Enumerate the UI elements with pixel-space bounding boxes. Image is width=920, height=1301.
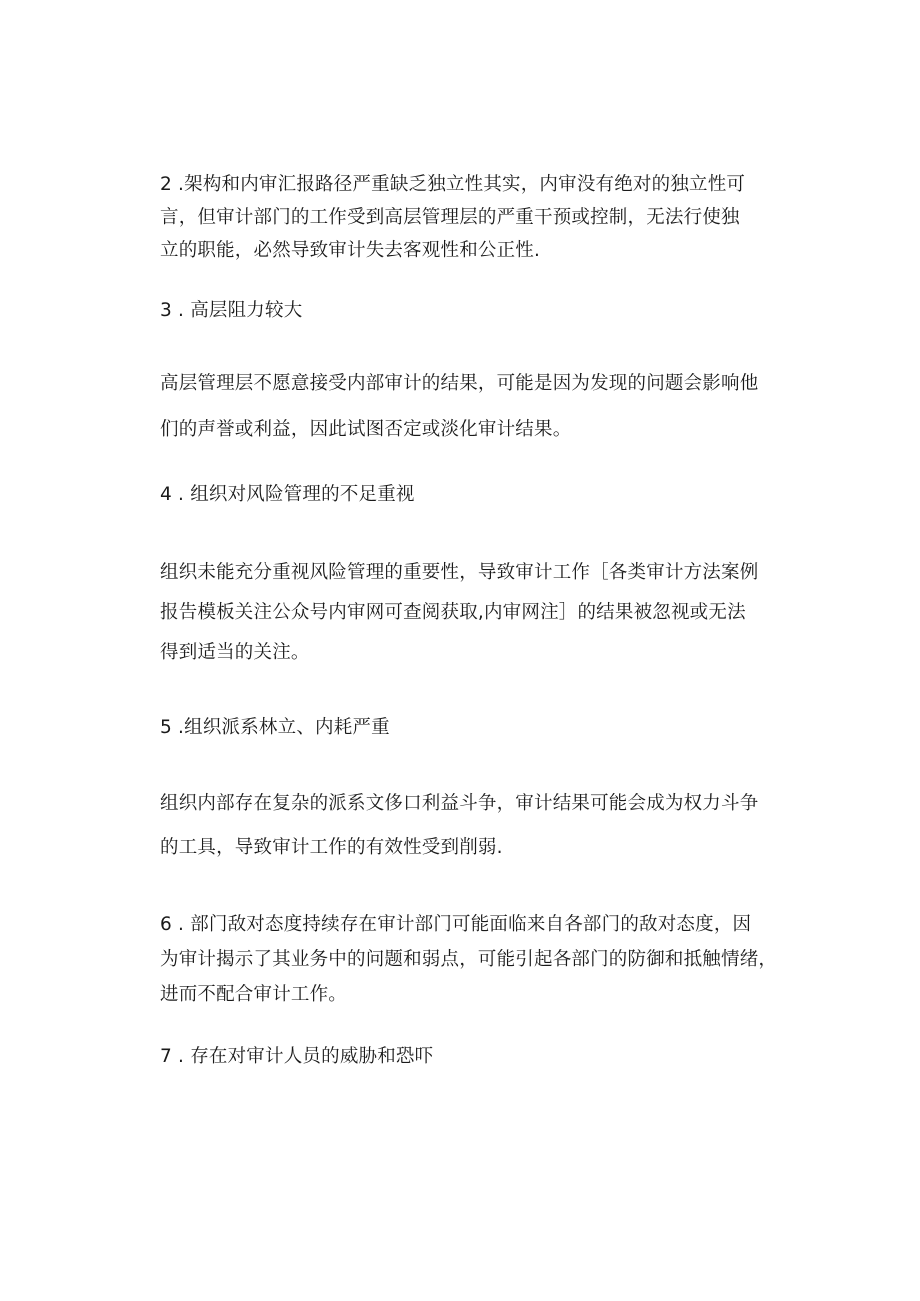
- section-6-line-3: 进而不配合审计工作。: [160, 984, 348, 1005]
- section-4-paragraph: [160, 556, 760, 676]
- section-3-heading: [160, 296, 760, 326]
- section-5-line-1: 组织内部存在复杂的派系文侈口利益斗争，审计结果可能会成为权力斗争: [160, 793, 759, 814]
- section-4-line-3: 得到适当的关注。: [160, 642, 310, 663]
- section-2-paragraph: [160, 168, 760, 267]
- section-4-line-1: 组织未能充分重视风险管理的重要性，导致审计工作［各类审计方法案例: [160, 562, 759, 583]
- section-7-heading-text: 7 . 存在对审计人员的威胁和恐吓: [160, 1046, 434, 1067]
- section-2-line-1: 2 .架构和内审汇报路径严重缺乏独立性其实，内审没有绝对的独立性可: [160, 174, 746, 195]
- section-4-heading: [160, 480, 760, 510]
- section-3-paragraph: [160, 367, 760, 459]
- section-2-line-2: 言，但审计部门的工作受到高层管理层的严重干预或控制，无法行使独: [160, 207, 740, 228]
- section-7-heading: [160, 1042, 760, 1072]
- section-5-line-2: 的工具，导致审计工作的有效性受到削弱.: [160, 837, 503, 858]
- section-3-heading-text: 3 . 高层阻力较大: [160, 300, 303, 321]
- section-3-line-2: 们的声誉或利益，因此试图否定或淡化审计结果。: [160, 419, 572, 440]
- section-5-paragraph: [160, 787, 760, 875]
- section-6-line-1: 6 . 部门敌对态度持续存在审计部门可能面临来自各部门的敌对态度，因: [160, 914, 752, 935]
- section-6-paragraph: [160, 908, 778, 1013]
- section-5-heading: [160, 713, 760, 743]
- section-5-heading-text: 5 .组织派系林立、内耗严重: [160, 717, 390, 738]
- section-3-line-1: 高层管理层不愿意接受内部审计的结果，可能是因为发现的问题会影响他: [160, 373, 759, 394]
- section-4-heading-text: 4 . 组织对风险管理的不足重视: [160, 484, 415, 505]
- section-6-line-2: 为审计揭示了其业务中的问题和弱点，可能引起各部门的防御和抵触情绪，: [160, 949, 778, 970]
- section-4-line-2: 报告模板关注公众号内审网可查阅获取,内审网注］的结果被忽视或无法: [160, 602, 746, 623]
- section-2-line-3: 立的职能，必然导致审计失去客观性和公正性.: [160, 240, 541, 261]
